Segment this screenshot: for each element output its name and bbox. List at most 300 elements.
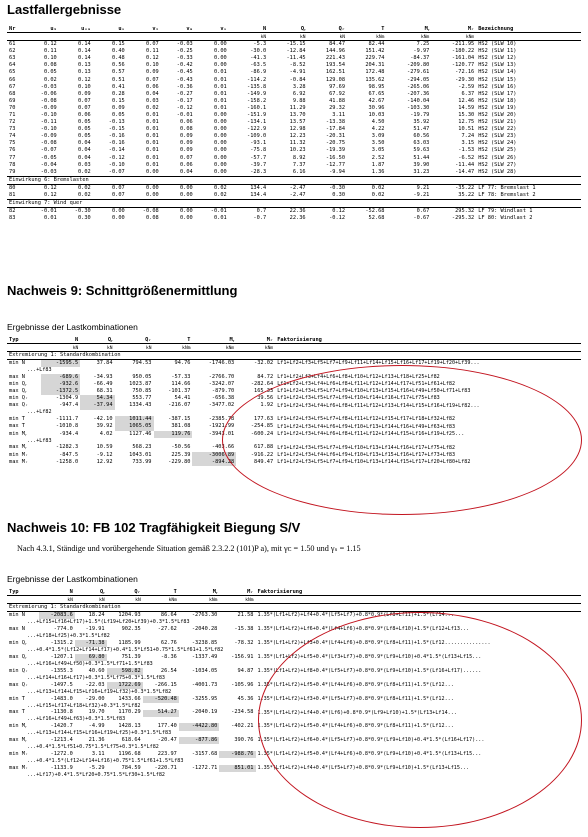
cell: 733.99 [132, 458, 152, 465]
cell: 63 [9, 55, 16, 62]
faktorisierung: Lf1+Lf2+Lf3+Lf4+Lf6+Lf8+Lf10+Lf12+Lf13+Lf18+Lf25+Lf82 [277, 374, 440, 381]
cell: 0.02 [371, 184, 385, 191]
cell: 67.92 [329, 90, 346, 97]
column-unit [7, 344, 41, 352]
cell: 69 [9, 97, 16, 104]
cell: 15.30 [458, 112, 475, 119]
cell: -916.22 [250, 451, 274, 458]
cell: 0.00 [213, 154, 227, 161]
cell: -1010.8 [55, 423, 79, 430]
cell: -0.12 [108, 154, 125, 161]
column-header: Faktorisierung [256, 588, 582, 596]
column-header: Faktorisierung [275, 336, 581, 344]
cell: 0.00 [145, 168, 159, 175]
cell: HS2 (SLW 13) [478, 62, 517, 69]
nachweis9-table [7, 336, 581, 466]
cell: HS2 (SLW 20) [478, 112, 517, 119]
cell: 229.74 [365, 55, 385, 62]
cell: 0.09 [77, 90, 91, 97]
cell: -105.96 [231, 681, 254, 688]
row-type: max Qᵣ [9, 402, 29, 409]
column-unit: kNm [192, 344, 236, 352]
row-type: max Mᵣ [9, 458, 29, 465]
cell: -0.43 [176, 76, 193, 83]
table-row [7, 654, 581, 661]
cell: -0.42 [176, 62, 193, 69]
cell: 22.36 [289, 215, 306, 222]
faktorisierung: 1.35*(Lf1+Lf2)+Lf8+0.4*(Lf5+Lf7)+0.8*0.9*(Lf9+Lf10)+1.5*(Lf16+Lf17)...... [257, 667, 482, 674]
column-unit: kN [41, 344, 80, 352]
column-header: Qᵣ [115, 336, 154, 344]
column-header: vᵢ [127, 25, 161, 33]
cell: 0.07 [77, 97, 91, 104]
column-unit: kNm [219, 596, 255, 604]
cell: 51.47 [413, 126, 430, 133]
cell: 1.36 [371, 168, 385, 175]
cell: 0.00 [213, 62, 227, 69]
cell: 7.25 [416, 41, 430, 48]
cell: -0.33 [176, 55, 193, 62]
cell: -600.24 [250, 430, 274, 437]
cell: -988.76 [219, 751, 255, 758]
cell: -0.10 [40, 112, 57, 119]
cell: 193.54 [325, 62, 346, 69]
table-row [7, 192, 581, 200]
column-unit [275, 344, 581, 352]
cell: 784.59 [121, 764, 141, 771]
cell: 134.4 [250, 184, 267, 191]
faktorisierung-continuation: ...+Lf18+Lf25)+0.3*1.5*Lf82 [27, 633, 110, 640]
cell: -19.39 [325, 147, 346, 154]
cell: 553.77 [132, 395, 152, 402]
cell: 0.06 [77, 112, 91, 119]
cell: -86.9 [250, 69, 267, 76]
cell: -0.03 [40, 168, 57, 175]
cell: -4422.80 [179, 723, 220, 730]
cell: 0.04 [145, 90, 159, 97]
cell: 0.00 [111, 215, 125, 222]
cell: 119.76 [154, 431, 193, 438]
table-row [7, 215, 581, 222]
row-type: min Qᵣ [9, 395, 29, 402]
faktorisierung: 1.35*(Lf1+Lf2)+Lf6+0.4*(Lf4+Lf6)+0.8*0.9*(Lf8+Lf10)+1.5*(Lf12+Lf13... [257, 626, 470, 633]
cell: 902.35 [121, 626, 141, 633]
cell: 9.21 [416, 184, 430, 191]
cell: 0.14 [77, 41, 91, 48]
table-row [7, 77, 581, 84]
column-header: Mᵣ [431, 25, 476, 33]
cell: 3.09 [371, 133, 385, 140]
cell: 0.67 [416, 208, 430, 215]
cell: LF 79: Windlast 1 [478, 208, 533, 215]
cell: 225.39 [171, 451, 191, 458]
cell: 59.63 [413, 147, 430, 154]
cell: -0.25 [176, 48, 193, 55]
cell: -34.93 [93, 374, 113, 381]
cell: -0.84 [289, 76, 306, 83]
table-row [7, 41, 581, 49]
cell: 62 [9, 48, 16, 55]
cell: -1372.5 [41, 388, 80, 395]
table-row [7, 91, 581, 98]
table-row [7, 185, 581, 193]
column-header: Mᵧ [386, 25, 431, 33]
table-row [7, 459, 581, 466]
cell: 0.00 [145, 184, 159, 191]
cell: -8.36 [160, 653, 177, 660]
table-row [7, 668, 581, 675]
cell: HS2 (SLW 23) [478, 133, 517, 140]
column-header: uᵥ [93, 25, 127, 33]
row-type: min Qᵧ [9, 639, 27, 646]
cell: 1334.43 [129, 402, 152, 409]
row-type: max Qᵧ [9, 388, 27, 395]
faktorisierung: Lf1+Lf2+Lf3+Lf4+Lf6+Lf8+Lf11+Lf12+Lf14+Lf17+Lf51+Lf61+Lf82 [277, 381, 456, 388]
cell: 2.52 [371, 154, 385, 161]
cell: 0.02 [213, 192, 227, 199]
cell: -0.7 [253, 215, 267, 222]
cell: -109.0 [247, 133, 267, 140]
cell: 0.01 [145, 161, 159, 168]
row-type: min T [9, 416, 25, 423]
cell: -402.21 [231, 723, 254, 730]
cell: 1.87 [371, 161, 385, 168]
cell: 3.05 [371, 147, 385, 154]
cell: -0.03 [40, 83, 57, 90]
cell: -0.01 [176, 112, 193, 119]
table-row-continuation [7, 647, 581, 654]
faktorisierung-continuation: ...+0.4*1.5*Lf51+0.75*1.5*Lf75+0.3*1.5*Lf82 [27, 744, 159, 751]
cell: -0.08 [142, 208, 159, 215]
cell: 0.02 [77, 168, 91, 175]
cell: 39.56 [257, 395, 274, 402]
cell: -6.52 [458, 154, 475, 161]
cell: 79 [9, 168, 16, 175]
cell: 0.05 [77, 133, 91, 140]
cell: -14.47 [455, 168, 475, 175]
cell: 0.00 [213, 168, 227, 175]
cell: 0.01 [213, 97, 227, 104]
group-label: Extremierung 1: Standardkombination [7, 352, 581, 360]
column-header: N [41, 336, 80, 344]
cell: 11.29 [289, 104, 306, 111]
cell: -266.15 [154, 681, 177, 688]
column-unit [59, 33, 93, 41]
cell: 0.09 [111, 104, 125, 111]
cell: -1483.0 [50, 695, 73, 702]
column-unit: kNm [143, 596, 179, 604]
cell: 751.39 [121, 653, 141, 660]
cell: -17.84 [325, 126, 346, 133]
table-row-continuation [7, 689, 581, 696]
cell: -934.4 [59, 430, 79, 437]
row-type: min Mᵧ [9, 723, 27, 730]
cell: -3943.01 [208, 430, 235, 437]
cell: -37.94 [80, 403, 114, 410]
row-type: max Qᵣ [9, 681, 29, 688]
cell: 598.82 [107, 668, 143, 675]
cell: -158.2 [247, 97, 267, 104]
faktorisierung: 1.35*(Lf1+Lf2)+Lf3+0.4*(Lf5+Lf7)+0.8*0.9*(Lf8+Lf11)+1.5*(Lf12... [257, 695, 454, 702]
cell: 1127.46 [129, 430, 152, 437]
cell: -19.91 [85, 626, 105, 633]
faktorisierung: 1.35*(Lf1+Lf2)+Lf3+0.4*(Lf4+Lf6)+0.8*0.9*(Lf8+Lf11)+1.5*(Lf12............... [257, 640, 491, 647]
cell: -3242.07 [208, 381, 235, 388]
cell: 10.59 [96, 444, 113, 451]
column-unit [25, 33, 59, 41]
cell: -2.59 [458, 83, 475, 90]
column-header: N [39, 588, 75, 596]
cell: -9.94 [329, 168, 346, 175]
column-header: N [229, 25, 268, 33]
cell: 223.97 [157, 751, 177, 758]
cell: -20.75 [325, 140, 346, 147]
cell: 3.11 [332, 112, 346, 119]
cell: 0.04 [77, 154, 91, 161]
cell: 1204.93 [118, 612, 141, 619]
cell: 177.40 [157, 723, 177, 730]
cell: 21.36 [88, 737, 105, 744]
row-type: min Mᵧ [9, 430, 27, 437]
cell: -0.08 [40, 97, 57, 104]
cell: 177.63 [254, 416, 274, 423]
column-header: Mᵧ [192, 336, 236, 344]
column-header: u₁ [25, 25, 59, 33]
column-unit [7, 596, 39, 604]
nachweis10-title: Nachweis 10: FB 102 Tragfähigkeit Biegung S/V [7, 520, 301, 535]
table-row [7, 696, 581, 703]
table-row-continuation [7, 772, 581, 779]
cell: 65 [9, 69, 16, 76]
table-row [7, 403, 581, 410]
cell: -57.7 [250, 154, 267, 161]
nachweis9-title: Nachweis 9: Schnittgrößenermittlung [7, 283, 238, 298]
faktorisierung: Lf1+Lf2+Lf3+Lf5+Lf7+Lf9+Lf11+Lf14+Lf15+Lf16+Lf17+Lf19+Lf20+Lf39... [277, 360, 480, 367]
cell: 63.03 [413, 140, 430, 147]
row-type: max N [9, 626, 25, 633]
column-header: T [347, 25, 386, 33]
cell: 0.08 [145, 215, 159, 222]
cell: -0.30 [74, 208, 91, 215]
cell: 0.02 [77, 184, 91, 191]
cell: -1207.1 [50, 653, 73, 660]
cell: -0.13 [108, 119, 125, 126]
cell: 13.57 [289, 119, 306, 126]
cell: -84.37 [410, 55, 430, 62]
cell: 0.01 [145, 119, 159, 126]
table-row [7, 155, 581, 162]
cell: 39.90 [413, 161, 430, 168]
cell: -2083.6 [39, 612, 75, 620]
table-row [7, 452, 581, 459]
cell: 54.34 [80, 395, 114, 402]
table-row [7, 162, 581, 169]
cell: 12.98 [289, 126, 306, 133]
cell: 60.56 [413, 133, 430, 140]
cell: -0.36 [176, 83, 193, 90]
cell: HS2 (SLW 12) [478, 55, 517, 62]
row-type: min Mᵣ [9, 451, 29, 458]
faktorisierung: Lf1+Lf2+Lf3+Lf5+Lf7+Lf8+Lf11+Lf12+Lf15+Lf17+Lf18+Lf32+Lf82 [277, 416, 456, 423]
cell: 19.70 [88, 709, 105, 716]
cell: -3006.89 [192, 452, 236, 459]
cell: 0.05 [111, 112, 125, 119]
cell: 68.31 [96, 388, 113, 395]
cell: 40.60 [88, 667, 105, 674]
cell: -387.15 [168, 416, 191, 423]
row-type: max T [9, 423, 25, 430]
column-header: vᵥ [195, 25, 229, 33]
cell: 135.62 [365, 76, 385, 83]
cell: -1282.3 [55, 444, 79, 451]
cell: -0.16 [108, 140, 125, 147]
column-header: Typ [7, 336, 41, 344]
cell: -0.04 [40, 161, 57, 168]
cell: -1921.99 [208, 423, 235, 430]
cell: 0.07 [145, 76, 159, 83]
column-header: Mᵣ [236, 336, 275, 344]
column-unit: kN [308, 33, 347, 41]
cell: -216.07 [168, 402, 191, 409]
cell: 78 [9, 161, 16, 168]
faktorisierung: 1.35*(Lf1+Lf2)+Lf4+0.4*(Lf6)+0.8*0.9*(Lf9+Lf10)+1.5*(Lf13+Lf14... [257, 709, 457, 716]
column-header: uᵥₘ [59, 25, 93, 33]
cell: -1133.9 [50, 764, 73, 771]
faktorisierung: Lf1+Lf2+Lf3+Lf5+Lf7+Lf9+Lf10+Lf13+Lf15+Lf16+Lf49+Lf50+Lf71+Lf83 [277, 388, 471, 395]
cell: 0.13 [77, 69, 91, 76]
cell: 172.48 [365, 69, 385, 76]
cell: 1722.69 [107, 682, 143, 689]
cell: 0.41 [111, 83, 125, 90]
table-row [7, 148, 581, 155]
cell: -151.9 [247, 112, 267, 119]
cell: -72.16 [455, 69, 475, 76]
cell: -15.15 [286, 41, 306, 48]
cell: -0.07 [40, 147, 57, 154]
cell: -1355.3 [50, 667, 73, 674]
cell: 66 [9, 76, 16, 83]
cell: -894.28 [192, 459, 236, 466]
cell: -1595.5 [41, 360, 80, 368]
cell: -15.38 [234, 626, 254, 633]
lastfall-title: Lastfallergebnisse [7, 2, 122, 17]
cell: 97.69 [329, 83, 346, 90]
cell: -22.03 [85, 681, 105, 688]
cell: -3157.68 [191, 751, 218, 758]
cell: 0.12 [43, 184, 57, 191]
cell: 0.48 [111, 55, 125, 62]
column-unit [161, 33, 195, 41]
cell: 0.40 [111, 48, 125, 55]
cell: -0.01 [40, 208, 57, 215]
cell: 41.88 [329, 97, 346, 104]
faktorisierung-continuation: ...+Lf82 [27, 409, 52, 416]
cell: 67.65 [368, 90, 385, 97]
row-type: min Qᵣ [9, 667, 29, 674]
cell: -294.05 [407, 76, 430, 83]
nachweis10-subtitle: Ergebnisse der Lastkombinationen [7, 574, 138, 584]
cell: -0.05 [40, 154, 57, 161]
column-header: Qᵧ [268, 25, 307, 33]
column-header: Qᵣ [107, 588, 143, 596]
cell: -4.91 [289, 69, 306, 76]
cell: -3255.95 [191, 695, 218, 702]
cell: 86.64 [160, 612, 177, 619]
cell: -1.53 [458, 147, 475, 154]
cell: -3477.02 [208, 402, 235, 409]
cell: LF 78: Bremslast 2 [478, 192, 536, 199]
cell: -4001.73 [191, 681, 218, 688]
cell: -947.4 [59, 402, 79, 409]
faktorisierung: 1.35*(Lf1+Lf2)+Lf5+0.4*(Lf4+Lf6)+0.8*0.9*(Lf9+Lf10)+0.4*1.5*(Lf13+Lf15... [257, 751, 482, 758]
cell: 162.51 [325, 69, 346, 76]
cell: -2385.78 [208, 416, 235, 423]
cell: 0.02 [213, 184, 227, 191]
cell: -209.80 [407, 62, 430, 69]
cell: 0.01 [145, 140, 159, 147]
cell: -50.56 [171, 444, 191, 451]
cell: -877.86 [179, 737, 220, 744]
cell: 0.00 [213, 41, 227, 48]
cell: 1185.99 [118, 639, 141, 646]
cell: 0.08 [179, 126, 193, 133]
cell: -282.64 [250, 381, 274, 388]
cell: -11.45 [286, 55, 306, 62]
group-label: Einwirkung 7: Wind quer [7, 200, 581, 208]
cell: -229.80 [168, 458, 191, 465]
cell: -180.22 [451, 48, 475, 55]
cell: HS2 (SLW 10) [478, 41, 517, 48]
cell: 0.11 [43, 48, 57, 55]
cell: -265.06 [407, 83, 430, 90]
cell: 0.07 [179, 154, 193, 161]
cell: 114.66 [171, 381, 191, 388]
cell: -9.97 [413, 48, 430, 55]
cell: -52.68 [365, 208, 385, 215]
cell: 0.02 [43, 76, 57, 83]
cell: -0.06 [40, 90, 57, 97]
cell: 0.12 [145, 55, 159, 62]
cell: 1428.13 [118, 723, 141, 730]
cell: 0.00 [179, 208, 193, 215]
cell: -211.95 [451, 41, 475, 48]
cell: 10.51 [458, 126, 475, 133]
cell: -0.67 [413, 215, 430, 222]
cell: -161.04 [451, 55, 475, 62]
row-type: max T [9, 709, 25, 716]
cell: -39.7 [250, 161, 267, 168]
cell: -35.22 [455, 184, 475, 191]
cell: -156.91 [231, 653, 254, 660]
cell: 0.01 [213, 90, 227, 97]
cell: 52.68 [368, 215, 385, 222]
cell: -57.33 [171, 374, 191, 381]
cell: 0.14 [77, 48, 91, 55]
row-type: min Qᵧ [9, 381, 27, 388]
cell: -1111.7 [55, 416, 79, 423]
table-row [7, 431, 581, 438]
cell: -20.47 [157, 737, 177, 744]
cell: 0.11 [145, 48, 159, 55]
cell: 0.07 [111, 192, 125, 199]
cell: 0.00 [145, 192, 159, 199]
cell: -28.3 [250, 168, 267, 175]
cell: -1420.7 [50, 723, 73, 730]
group-label: Einwirkung 6: Bremslasten [7, 176, 581, 184]
cell: -0.11 [40, 119, 57, 126]
column-unit [476, 33, 581, 41]
cell: 69.80 [75, 654, 107, 661]
